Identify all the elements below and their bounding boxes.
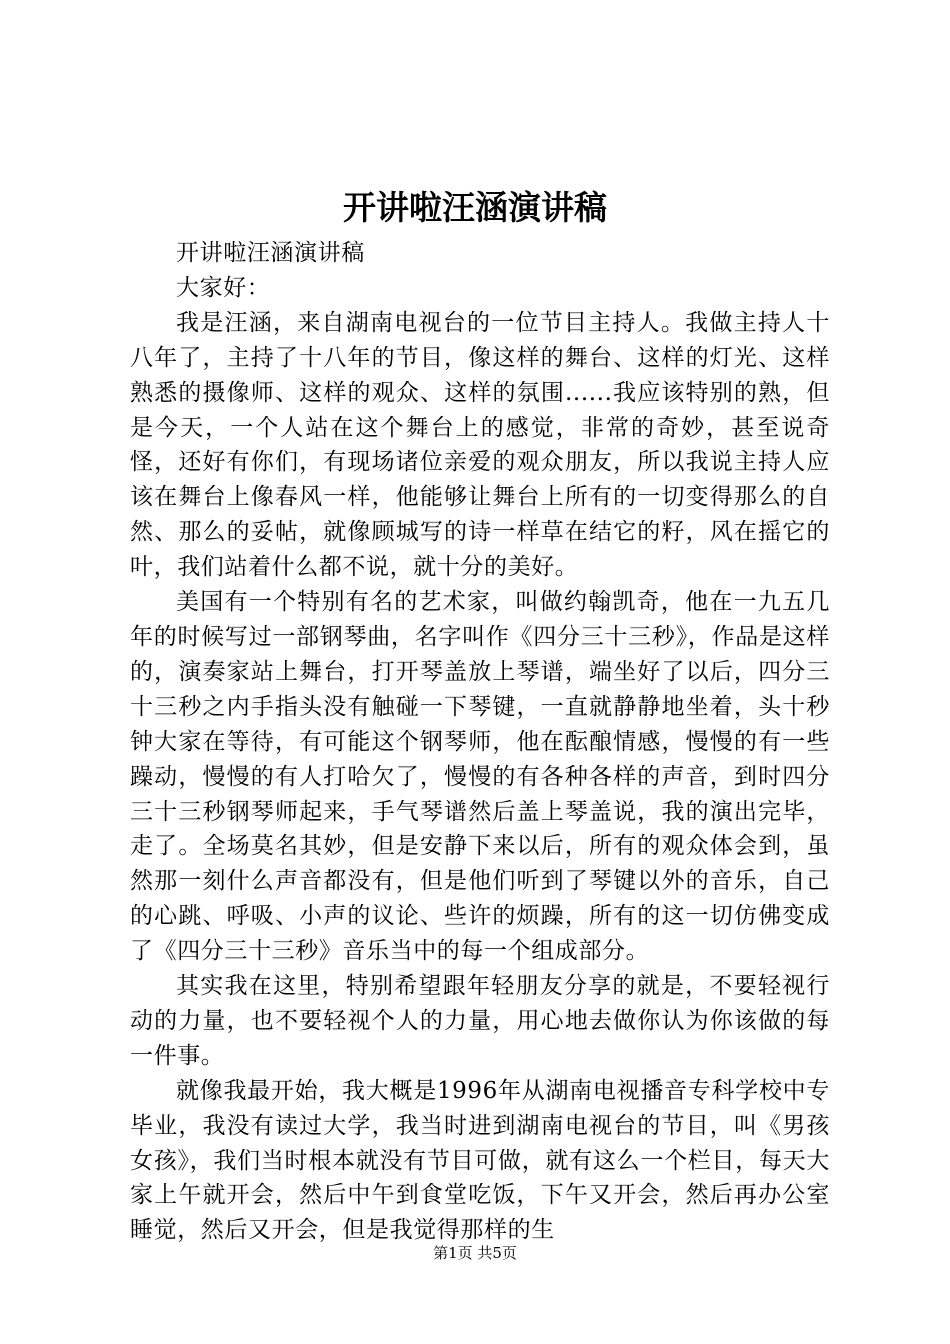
- paragraph: 其实我在这里，特别希望跟年轻朋友分享的就是，不要轻视行动的力量，也不要轻视个人的力量，用心地去做你认为你该做的每一件事。: [130, 973, 830, 1069]
- paragraph: 就像我最开始，我大概是1996年从湖南电视播音专科学校中专毕业，我没有读过大学，我当时进到湖南电视台的节目，叫《男孩女孩》，我们当时根本就没有节目可做，就有这么一个栏目，每天大家上午就开会，然后中午到食堂吃饭，下午又开会，然后再办公室睡觉，然后又开会，但是我觉得那样的生: [130, 1077, 830, 1244]
- document-body: [130, 236, 830, 1248]
- page-footer: 第1页 共5页: [433, 1244, 517, 1262]
- paragraph: 大家好：: [176, 274, 271, 301]
- paragraph: 我是汪涵，来自湖南电视台的一位节目主持人。我做主持人十八年了，主持了十八年的节目，像这样的舞台、这样的灯光、这样熟悉的摄像师、这样的观众、这样的氛围......我应该特别的熟，但是今天，一个人站在这个舞台上的感觉，非常的奇妙，甚至说奇怪，还好有你们，有现场诸位亲爱的观众朋友，所以我说主持人应该在舞台上像春风一样，他能够让舞台上所有的一切变得那么的自然、那么的妥帖，就像顾城写的诗一样草在结它的籽，风在摇它的叶，我们站着什么都不说，就十分的美好。: [130, 309, 830, 581]
- paragraph: 开讲啦汪涵演讲稿: [176, 240, 365, 266]
- document-title: 开讲啦汪涵演讲稿: [343, 188, 607, 227]
- paragraph: 美国有一个特别有名的艺术家，叫做约翰凯奇，他在一九五几年的时候写过一部钢琴曲，名字叫作《四分三十三秒》，作品是这样的，演奏家站上舞台，打开琴盖放上琴谱，端坐好了以后，四分三十三秒之内手指头没有触碰一下琴键，一直就静静地坐着，头十秒钟大家在等待，有可能这个钢琴师，他在酝酿情感，慢慢的有一些躁动，慢慢的有人打哈欠了，慢慢的有各种各样的声音，到时四分三十三秒钢琴师起来，手气琴谱然后盖上琴盖说，我的演出完毕，走了。全场莫名其妙，但是安静下来以后，所有的观众体会到，虽然那一刻什么声音都没有，但是他们听到了琴键以外的音乐，自己的心跳、呼吸、小声的议论、些许的烦躁，所有的这一切仿佛变成了《四分三十三秒》音乐当中的每一个组成部分。: [130, 589, 830, 965]
